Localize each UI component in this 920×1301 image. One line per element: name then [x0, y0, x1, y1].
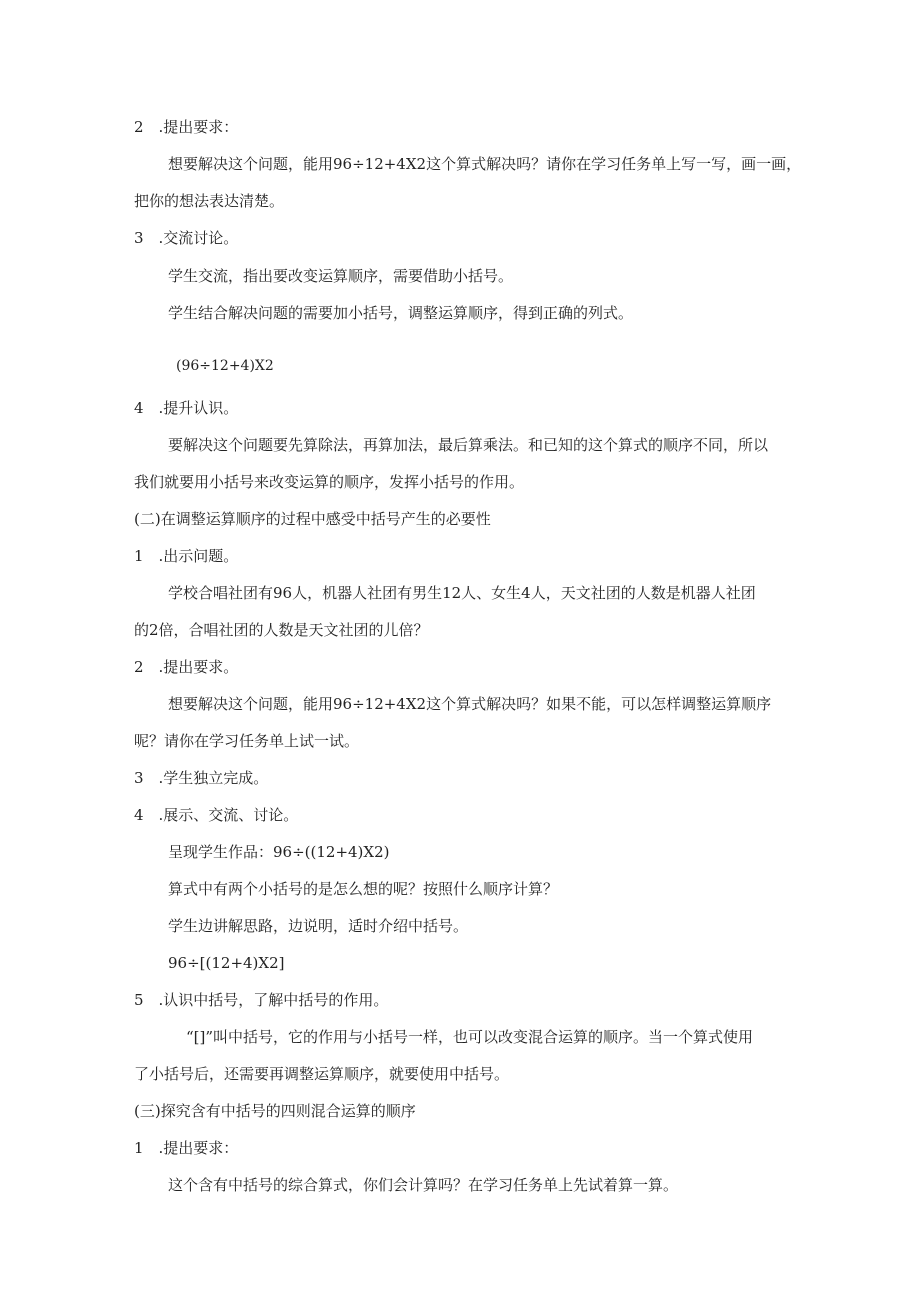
paragraph-line: 了小括号后，还需要再调整运算顺序，就要使用中括号。 — [134, 1065, 510, 1083]
paragraph-line: 想要解决这个问题，能用96÷12+4X2这个算式解决吗？请你在学习任务单上写一写，画一画， — [168, 155, 802, 173]
paragraph-line: 学校合唱社团有96人，机器人社团有男生12人、女生4人，天文社团的人数是机器人社团 — [168, 584, 756, 602]
step-4-heading: 4 .展示、交流、讨论。 — [134, 806, 299, 824]
formula-line: 呈现学生作品：96÷((12+4)X2) — [168, 843, 390, 861]
paragraph-line: 把你的想法表达清楚。 — [134, 192, 285, 210]
step-3-heading: 3 .交流讨论。 — [134, 229, 239, 247]
paragraph-line: 的2倍，合唱社团的人数是天文社团的儿倍？ — [134, 621, 429, 639]
paragraph-line: 想要解决这个问题，能用96÷12+4X2这个算式解决吗？如果不能，可以怎样调整运算顺序 — [168, 695, 772, 713]
section-2-heading: (二)在调整运算顺序的过程中感受中括号产生的必要性 — [134, 510, 491, 528]
step-2-heading: 2 .提出要求： — [134, 118, 239, 136]
section-3-heading: (三)探究含有中括号的四则混合运算的顺序 — [134, 1102, 416, 1120]
step-4-heading: 4 .提升认识。 — [134, 399, 239, 417]
paragraph-line: 呢？请你在学习任务单上试一试。 — [134, 732, 360, 750]
formula-line: 96÷[(12+4)X2] — [168, 954, 285, 972]
paragraph-line: 算式中有两个小括号的是怎么想的呢？按照什么顺序计算？ — [168, 880, 559, 898]
paragraph-line: 要解决这个问题要先算除法，再算加法，最后算乘法。和已知的这个算式的顺序不同，所以 — [168, 436, 769, 454]
step-1-heading: 1 .提出要求： — [134, 1139, 239, 1157]
paragraph-line: 我们就要用小括号来改变运算的顺序，发挥小括号的作用。 — [134, 473, 525, 491]
step-5-heading: 5 .认识中括号，了解中括号的作用。 — [134, 991, 389, 1009]
formula-line: (96÷12+4)X2 — [176, 358, 274, 374]
paragraph-line: 学生结合解决问题的需要加小括号，调整运算顺序，得到正确的列式。 — [168, 304, 634, 322]
step-3-heading: 3 .学生独立完成。 — [134, 769, 269, 787]
paragraph-line: 学生边讲解思路，边说明，适时介绍中括号。 — [168, 917, 469, 935]
paragraph-line: 这个含有中括号的综合算式，你们会计算吗？在学习任务单上先试着算一算。 — [168, 1176, 679, 1194]
paragraph-line: 学生交流，指出要改变运算顺序，需要借助小括号。 — [168, 267, 514, 285]
step-2-heading: 2 .提出要求。 — [134, 658, 239, 676]
step-1-heading: 1 .出示问题。 — [134, 547, 239, 565]
paragraph-line: “[]”叫中括号，它的作用与小括号一样，也可以改变混合运算的顺序。当一个算式使用 — [186, 1028, 754, 1046]
